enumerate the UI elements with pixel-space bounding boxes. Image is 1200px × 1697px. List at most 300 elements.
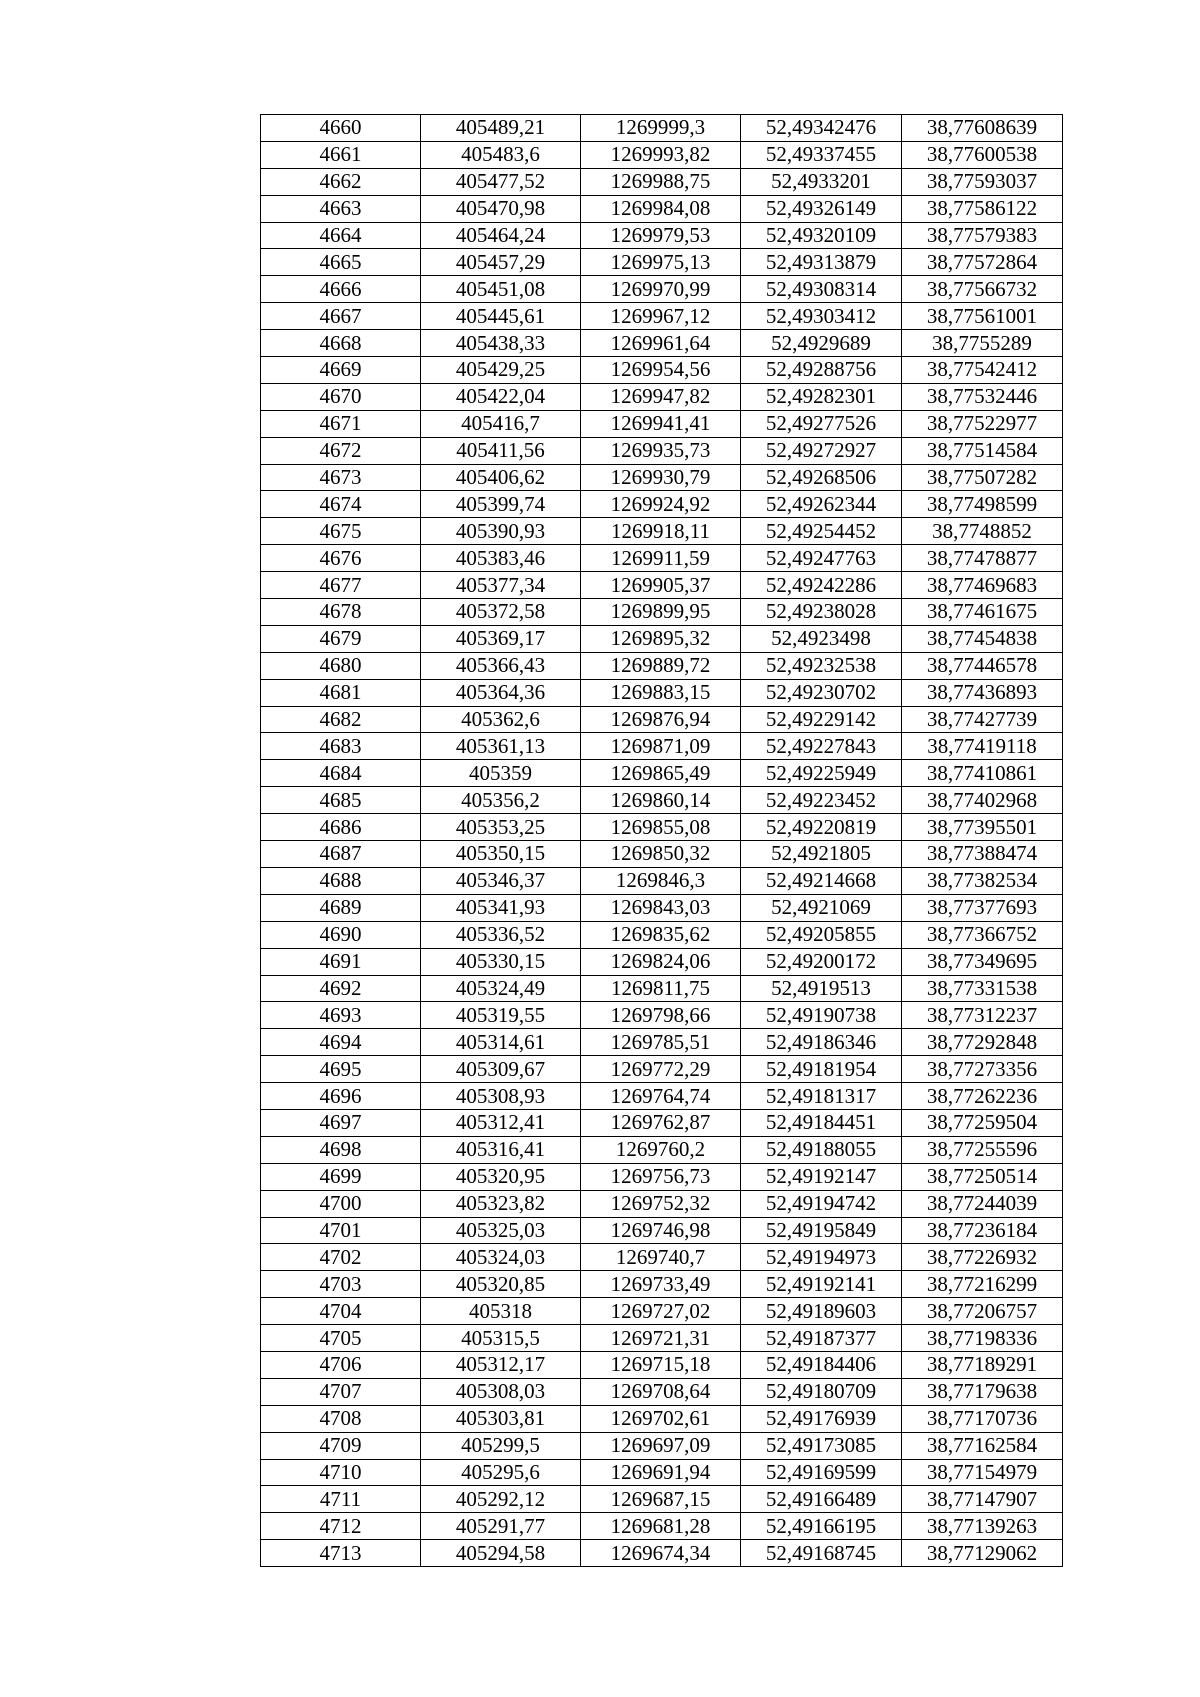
y-coordinate-cell: 1269715,18 — [581, 1351, 741, 1378]
longitude-cell: 38,77395501 — [902, 814, 1063, 841]
y-coordinate-cell: 1269911,59 — [581, 545, 741, 572]
y-coordinate-cell: 1269984,08 — [581, 195, 741, 222]
x-coordinate-cell: 405483,6 — [421, 141, 581, 168]
table-row — [261, 1163, 1063, 1190]
latitude-cell: 52,49308314 — [741, 276, 902, 303]
y-coordinate-cell: 1269967,12 — [581, 303, 741, 330]
point-number-cell: 4708 — [261, 1405, 421, 1432]
y-coordinate-cell: 1269876,94 — [581, 706, 741, 733]
latitude-cell: 52,49220819 — [741, 814, 902, 841]
y-coordinate-cell: 1269752,32 — [581, 1190, 741, 1217]
x-coordinate-cell: 405399,74 — [421, 491, 581, 518]
longitude-cell: 38,77262236 — [902, 1083, 1063, 1110]
point-number-cell: 4693 — [261, 1002, 421, 1029]
point-number-cell: 4682 — [261, 706, 421, 733]
latitude-cell: 52,49205855 — [741, 921, 902, 948]
table-row — [261, 249, 1063, 276]
x-coordinate-cell: 405303,81 — [421, 1405, 581, 1432]
table-row — [261, 195, 1063, 222]
x-coordinate-cell: 405406,62 — [421, 464, 581, 491]
table-row — [261, 1217, 1063, 1244]
latitude-cell: 52,49277526 — [741, 410, 902, 437]
point-number-cell: 4676 — [261, 545, 421, 572]
x-coordinate-cell: 405353,25 — [421, 814, 581, 841]
point-number-cell: 4679 — [261, 625, 421, 652]
latitude-cell: 52,49176939 — [741, 1405, 902, 1432]
y-coordinate-cell: 1269941,41 — [581, 410, 741, 437]
y-coordinate-cell: 1269860,14 — [581, 787, 741, 814]
point-number-cell: 4677 — [261, 572, 421, 599]
longitude-cell: 38,77179638 — [902, 1378, 1063, 1405]
point-number-cell: 4673 — [261, 464, 421, 491]
point-number-cell: 4666 — [261, 276, 421, 303]
table-row — [261, 814, 1063, 841]
longitude-cell: 38,77600538 — [902, 141, 1063, 168]
latitude-cell: 52,49181317 — [741, 1083, 902, 1110]
latitude-cell: 52,49272927 — [741, 437, 902, 464]
x-coordinate-cell: 405451,08 — [421, 276, 581, 303]
latitude-cell: 52,49187377 — [741, 1325, 902, 1352]
x-coordinate-cell: 405294,58 — [421, 1540, 581, 1567]
x-coordinate-cell: 405362,6 — [421, 706, 581, 733]
table-row — [261, 1056, 1063, 1083]
coordinates-table — [260, 114, 1063, 1567]
point-number-cell: 4707 — [261, 1378, 421, 1405]
x-coordinate-cell: 405324,49 — [421, 975, 581, 1002]
table-row — [261, 572, 1063, 599]
point-number-cell: 4697 — [261, 1109, 421, 1136]
y-coordinate-cell: 1269871,09 — [581, 733, 741, 760]
x-coordinate-cell: 405477,52 — [421, 168, 581, 195]
longitude-cell: 38,77586122 — [902, 195, 1063, 222]
table-row — [261, 1432, 1063, 1459]
point-number-cell: 4713 — [261, 1540, 421, 1567]
point-number-cell: 4690 — [261, 921, 421, 948]
longitude-cell: 38,7755289 — [902, 330, 1063, 357]
latitude-cell: 52,4919513 — [741, 975, 902, 1002]
table-row — [261, 787, 1063, 814]
latitude-cell: 52,49200172 — [741, 948, 902, 975]
x-coordinate-cell: 405361,13 — [421, 733, 581, 760]
latitude-cell: 52,49230702 — [741, 679, 902, 706]
y-coordinate-cell: 1269740,7 — [581, 1244, 741, 1271]
y-coordinate-cell: 1269681,28 — [581, 1513, 741, 1540]
longitude-cell: 38,77572864 — [902, 249, 1063, 276]
x-coordinate-cell: 405320,95 — [421, 1163, 581, 1190]
table-row — [261, 1325, 1063, 1352]
x-coordinate-cell: 405330,15 — [421, 948, 581, 975]
x-coordinate-cell: 405324,03 — [421, 1244, 581, 1271]
point-number-cell: 4702 — [261, 1244, 421, 1271]
point-number-cell: 4674 — [261, 491, 421, 518]
longitude-cell: 38,77446578 — [902, 652, 1063, 679]
coordinates-table-body — [261, 115, 1063, 1567]
table-row — [261, 1459, 1063, 1486]
latitude-cell: 52,49166195 — [741, 1513, 902, 1540]
latitude-cell: 52,49214668 — [741, 867, 902, 894]
longitude-cell: 38,7748852 — [902, 518, 1063, 545]
longitude-cell: 38,77129062 — [902, 1540, 1063, 1567]
point-number-cell: 4669 — [261, 357, 421, 384]
longitude-cell: 38,77206757 — [902, 1298, 1063, 1325]
table-row — [261, 894, 1063, 921]
table-row — [261, 1378, 1063, 1405]
longitude-cell: 38,77331538 — [902, 975, 1063, 1002]
latitude-cell: 52,49262344 — [741, 491, 902, 518]
point-number-cell: 4668 — [261, 330, 421, 357]
longitude-cell: 38,77377693 — [902, 894, 1063, 921]
y-coordinate-cell: 1269843,03 — [581, 894, 741, 921]
longitude-cell: 38,77162584 — [902, 1432, 1063, 1459]
point-number-cell: 4688 — [261, 867, 421, 894]
y-coordinate-cell: 1269970,99 — [581, 276, 741, 303]
latitude-cell: 52,4921069 — [741, 894, 902, 921]
y-coordinate-cell: 1269764,74 — [581, 1083, 741, 1110]
table-row — [261, 383, 1063, 410]
x-coordinate-cell: 405312,41 — [421, 1109, 581, 1136]
y-coordinate-cell: 1269687,15 — [581, 1486, 741, 1513]
x-coordinate-cell: 405295,6 — [421, 1459, 581, 1486]
x-coordinate-cell: 405366,43 — [421, 652, 581, 679]
y-coordinate-cell: 1269850,32 — [581, 841, 741, 868]
table-row — [261, 168, 1063, 195]
table-row — [261, 841, 1063, 868]
latitude-cell: 52,49313879 — [741, 249, 902, 276]
y-coordinate-cell: 1269785,51 — [581, 1029, 741, 1056]
longitude-cell: 38,77312237 — [902, 1002, 1063, 1029]
y-coordinate-cell: 1269855,08 — [581, 814, 741, 841]
point-number-cell: 4696 — [261, 1083, 421, 1110]
longitude-cell: 38,77388474 — [902, 841, 1063, 868]
table-row — [261, 652, 1063, 679]
point-number-cell: 4684 — [261, 760, 421, 787]
longitude-cell: 38,77507282 — [902, 464, 1063, 491]
table-row — [261, 706, 1063, 733]
x-coordinate-cell: 405299,5 — [421, 1432, 581, 1459]
table-row — [261, 1190, 1063, 1217]
longitude-cell: 38,77514584 — [902, 437, 1063, 464]
y-coordinate-cell: 1269961,64 — [581, 330, 741, 357]
latitude-cell: 52,49247763 — [741, 545, 902, 572]
x-coordinate-cell: 405341,93 — [421, 894, 581, 921]
table-row — [261, 1083, 1063, 1110]
longitude-cell: 38,77498599 — [902, 491, 1063, 518]
x-coordinate-cell: 405336,52 — [421, 921, 581, 948]
latitude-cell: 52,49337455 — [741, 141, 902, 168]
x-coordinate-cell: 405314,61 — [421, 1029, 581, 1056]
longitude-cell: 38,77244039 — [902, 1190, 1063, 1217]
table-row — [261, 1540, 1063, 1567]
latitude-cell: 52,49238028 — [741, 599, 902, 626]
table-row — [261, 867, 1063, 894]
table-row — [261, 491, 1063, 518]
longitude-cell: 38,77542412 — [902, 357, 1063, 384]
y-coordinate-cell: 1269999,3 — [581, 115, 741, 142]
y-coordinate-cell: 1269865,49 — [581, 760, 741, 787]
longitude-cell: 38,77522977 — [902, 410, 1063, 437]
longitude-cell: 38,77382534 — [902, 867, 1063, 894]
longitude-cell: 38,77198336 — [902, 1325, 1063, 1352]
longitude-cell: 38,77454838 — [902, 625, 1063, 652]
x-coordinate-cell: 405377,34 — [421, 572, 581, 599]
longitude-cell: 38,77255596 — [902, 1136, 1063, 1163]
table-row — [261, 115, 1063, 142]
y-coordinate-cell: 1269954,56 — [581, 357, 741, 384]
y-coordinate-cell: 1269708,64 — [581, 1378, 741, 1405]
y-coordinate-cell: 1269895,32 — [581, 625, 741, 652]
point-number-cell: 4675 — [261, 518, 421, 545]
y-coordinate-cell: 1269798,66 — [581, 1002, 741, 1029]
y-coordinate-cell: 1269702,61 — [581, 1405, 741, 1432]
x-coordinate-cell: 405309,67 — [421, 1056, 581, 1083]
table-row — [261, 1405, 1063, 1432]
longitude-cell: 38,77427739 — [902, 706, 1063, 733]
longitude-cell: 38,77349695 — [902, 948, 1063, 975]
x-coordinate-cell: 405350,15 — [421, 841, 581, 868]
point-number-cell: 4703 — [261, 1271, 421, 1298]
y-coordinate-cell: 1269835,62 — [581, 921, 741, 948]
point-number-cell: 4694 — [261, 1029, 421, 1056]
table-row — [261, 141, 1063, 168]
latitude-cell: 52,49180709 — [741, 1378, 902, 1405]
table-row — [261, 921, 1063, 948]
latitude-cell: 52,4929689 — [741, 330, 902, 357]
x-coordinate-cell: 405489,21 — [421, 115, 581, 142]
point-number-cell: 4705 — [261, 1325, 421, 1352]
table-row — [261, 599, 1063, 626]
latitude-cell: 52,49320109 — [741, 222, 902, 249]
longitude-cell: 38,77561001 — [902, 303, 1063, 330]
y-coordinate-cell: 1269993,82 — [581, 141, 741, 168]
point-number-cell: 4712 — [261, 1513, 421, 1540]
point-number-cell: 4683 — [261, 733, 421, 760]
x-coordinate-cell: 405292,12 — [421, 1486, 581, 1513]
y-coordinate-cell: 1269846,3 — [581, 867, 741, 894]
y-coordinate-cell: 1269918,11 — [581, 518, 741, 545]
x-coordinate-cell: 405383,46 — [421, 545, 581, 572]
x-coordinate-cell: 405308,93 — [421, 1083, 581, 1110]
longitude-cell: 38,77579383 — [902, 222, 1063, 249]
y-coordinate-cell: 1269947,82 — [581, 383, 741, 410]
point-number-cell: 4701 — [261, 1217, 421, 1244]
y-coordinate-cell: 1269727,02 — [581, 1298, 741, 1325]
longitude-cell: 38,77292848 — [902, 1029, 1063, 1056]
longitude-cell: 38,77139263 — [902, 1513, 1063, 1540]
y-coordinate-cell: 1269697,09 — [581, 1432, 741, 1459]
table-row — [261, 1136, 1063, 1163]
y-coordinate-cell: 1269889,72 — [581, 652, 741, 679]
longitude-cell: 38,77436893 — [902, 679, 1063, 706]
latitude-cell: 52,49229142 — [741, 706, 902, 733]
latitude-cell: 52,49288756 — [741, 357, 902, 384]
longitude-cell: 38,77189291 — [902, 1351, 1063, 1378]
longitude-cell: 38,77236184 — [902, 1217, 1063, 1244]
x-coordinate-cell: 405318 — [421, 1298, 581, 1325]
table-row — [261, 1002, 1063, 1029]
table-row — [261, 1271, 1063, 1298]
latitude-cell: 52,49254452 — [741, 518, 902, 545]
table-row — [261, 1351, 1063, 1378]
point-number-cell: 4709 — [261, 1432, 421, 1459]
point-number-cell: 4664 — [261, 222, 421, 249]
longitude-cell: 38,77154979 — [902, 1459, 1063, 1486]
x-coordinate-cell: 405316,41 — [421, 1136, 581, 1163]
x-coordinate-cell: 405364,36 — [421, 679, 581, 706]
latitude-cell: 52,49184451 — [741, 1109, 902, 1136]
latitude-cell: 52,49268506 — [741, 464, 902, 491]
latitude-cell: 52,49192141 — [741, 1271, 902, 1298]
y-coordinate-cell: 1269979,53 — [581, 222, 741, 249]
table-row — [261, 1029, 1063, 1056]
table-row — [261, 733, 1063, 760]
x-coordinate-cell: 405356,2 — [421, 787, 581, 814]
point-number-cell: 4661 — [261, 141, 421, 168]
point-number-cell: 4692 — [261, 975, 421, 1002]
x-coordinate-cell: 405470,98 — [421, 195, 581, 222]
point-number-cell: 4670 — [261, 383, 421, 410]
y-coordinate-cell: 1269733,49 — [581, 1271, 741, 1298]
table-row — [261, 679, 1063, 706]
latitude-cell: 52,49169599 — [741, 1459, 902, 1486]
point-number-cell: 4706 — [261, 1351, 421, 1378]
latitude-cell: 52,49186346 — [741, 1029, 902, 1056]
x-coordinate-cell: 405429,25 — [421, 357, 581, 384]
point-number-cell: 4671 — [261, 410, 421, 437]
latitude-cell: 52,49242286 — [741, 572, 902, 599]
x-coordinate-cell: 405438,33 — [421, 330, 581, 357]
latitude-cell: 52,49184406 — [741, 1351, 902, 1378]
point-number-cell: 4681 — [261, 679, 421, 706]
x-coordinate-cell: 405445,61 — [421, 303, 581, 330]
latitude-cell: 52,49195849 — [741, 1217, 902, 1244]
longitude-cell: 38,77402968 — [902, 787, 1063, 814]
x-coordinate-cell: 405346,37 — [421, 867, 581, 894]
latitude-cell: 52,49181954 — [741, 1056, 902, 1083]
y-coordinate-cell: 1269899,95 — [581, 599, 741, 626]
longitude-cell: 38,77593037 — [902, 168, 1063, 195]
x-coordinate-cell: 405315,5 — [421, 1325, 581, 1352]
latitude-cell: 52,49227843 — [741, 733, 902, 760]
latitude-cell: 52,49166489 — [741, 1486, 902, 1513]
x-coordinate-cell: 405457,29 — [421, 249, 581, 276]
point-number-cell: 4672 — [261, 437, 421, 464]
table-row — [261, 464, 1063, 491]
x-coordinate-cell: 405319,55 — [421, 1002, 581, 1029]
table-row — [261, 948, 1063, 975]
y-coordinate-cell: 1269824,06 — [581, 948, 741, 975]
point-number-cell: 4710 — [261, 1459, 421, 1486]
y-coordinate-cell: 1269756,73 — [581, 1163, 741, 1190]
latitude-cell: 52,49192147 — [741, 1163, 902, 1190]
longitude-cell: 38,77532446 — [902, 383, 1063, 410]
longitude-cell: 38,77366752 — [902, 921, 1063, 948]
x-coordinate-cell: 405411,56 — [421, 437, 581, 464]
latitude-cell: 52,49225949 — [741, 760, 902, 787]
table-row — [261, 330, 1063, 357]
table-row — [261, 1513, 1063, 1540]
x-coordinate-cell: 405312,17 — [421, 1351, 581, 1378]
latitude-cell: 52,49189603 — [741, 1298, 902, 1325]
table-row — [261, 625, 1063, 652]
longitude-cell: 38,77170736 — [902, 1405, 1063, 1432]
point-number-cell: 4678 — [261, 599, 421, 626]
x-coordinate-cell: 405359 — [421, 760, 581, 787]
table-row — [261, 518, 1063, 545]
x-coordinate-cell: 405416,7 — [421, 410, 581, 437]
latitude-cell: 52,49223452 — [741, 787, 902, 814]
table-row — [261, 1298, 1063, 1325]
latitude-cell: 52,49282301 — [741, 383, 902, 410]
table-row — [261, 410, 1063, 437]
longitude-cell: 38,77478877 — [902, 545, 1063, 572]
x-coordinate-cell: 405320,85 — [421, 1271, 581, 1298]
y-coordinate-cell: 1269930,79 — [581, 464, 741, 491]
latitude-cell: 52,49194742 — [741, 1190, 902, 1217]
point-number-cell: 4660 — [261, 115, 421, 142]
longitude-cell: 38,77226932 — [902, 1244, 1063, 1271]
latitude-cell: 52,49168745 — [741, 1540, 902, 1567]
latitude-cell: 52,49303412 — [741, 303, 902, 330]
point-number-cell: 4667 — [261, 303, 421, 330]
table-row — [261, 303, 1063, 330]
point-number-cell: 4695 — [261, 1056, 421, 1083]
longitude-cell: 38,77469683 — [902, 572, 1063, 599]
y-coordinate-cell: 1269746,98 — [581, 1217, 741, 1244]
latitude-cell: 52,4921805 — [741, 841, 902, 868]
point-number-cell: 4691 — [261, 948, 421, 975]
y-coordinate-cell: 1269988,75 — [581, 168, 741, 195]
latitude-cell: 52,49194973 — [741, 1244, 902, 1271]
point-number-cell: 4685 — [261, 787, 421, 814]
point-number-cell: 4680 — [261, 652, 421, 679]
longitude-cell: 38,77566732 — [902, 276, 1063, 303]
longitude-cell: 38,77608639 — [902, 115, 1063, 142]
x-coordinate-cell: 405369,17 — [421, 625, 581, 652]
longitude-cell: 38,77259504 — [902, 1109, 1063, 1136]
latitude-cell: 52,4923498 — [741, 625, 902, 652]
y-coordinate-cell: 1269905,37 — [581, 572, 741, 599]
latitude-cell: 52,49342476 — [741, 115, 902, 142]
y-coordinate-cell: 1269975,13 — [581, 249, 741, 276]
x-coordinate-cell: 405291,77 — [421, 1513, 581, 1540]
x-coordinate-cell: 405390,93 — [421, 518, 581, 545]
latitude-cell: 52,49232538 — [741, 652, 902, 679]
table-row — [261, 437, 1063, 464]
longitude-cell: 38,77419118 — [902, 733, 1063, 760]
table-row — [261, 1109, 1063, 1136]
y-coordinate-cell: 1269691,94 — [581, 1459, 741, 1486]
x-coordinate-cell: 405308,03 — [421, 1378, 581, 1405]
table-row — [261, 975, 1063, 1002]
point-number-cell: 4663 — [261, 195, 421, 222]
table-row — [261, 545, 1063, 572]
point-number-cell: 4699 — [261, 1163, 421, 1190]
y-coordinate-cell: 1269762,87 — [581, 1109, 741, 1136]
y-coordinate-cell: 1269760,2 — [581, 1136, 741, 1163]
table-row — [261, 222, 1063, 249]
point-number-cell: 4698 — [261, 1136, 421, 1163]
table-row — [261, 1244, 1063, 1271]
latitude-cell: 52,49173085 — [741, 1432, 902, 1459]
y-coordinate-cell: 1269935,73 — [581, 437, 741, 464]
y-coordinate-cell: 1269883,15 — [581, 679, 741, 706]
x-coordinate-cell: 405464,24 — [421, 222, 581, 249]
point-number-cell: 4689 — [261, 894, 421, 921]
latitude-cell: 52,49188055 — [741, 1136, 902, 1163]
table-row — [261, 276, 1063, 303]
latitude-cell: 52,49190738 — [741, 1002, 902, 1029]
point-number-cell: 4686 — [261, 814, 421, 841]
